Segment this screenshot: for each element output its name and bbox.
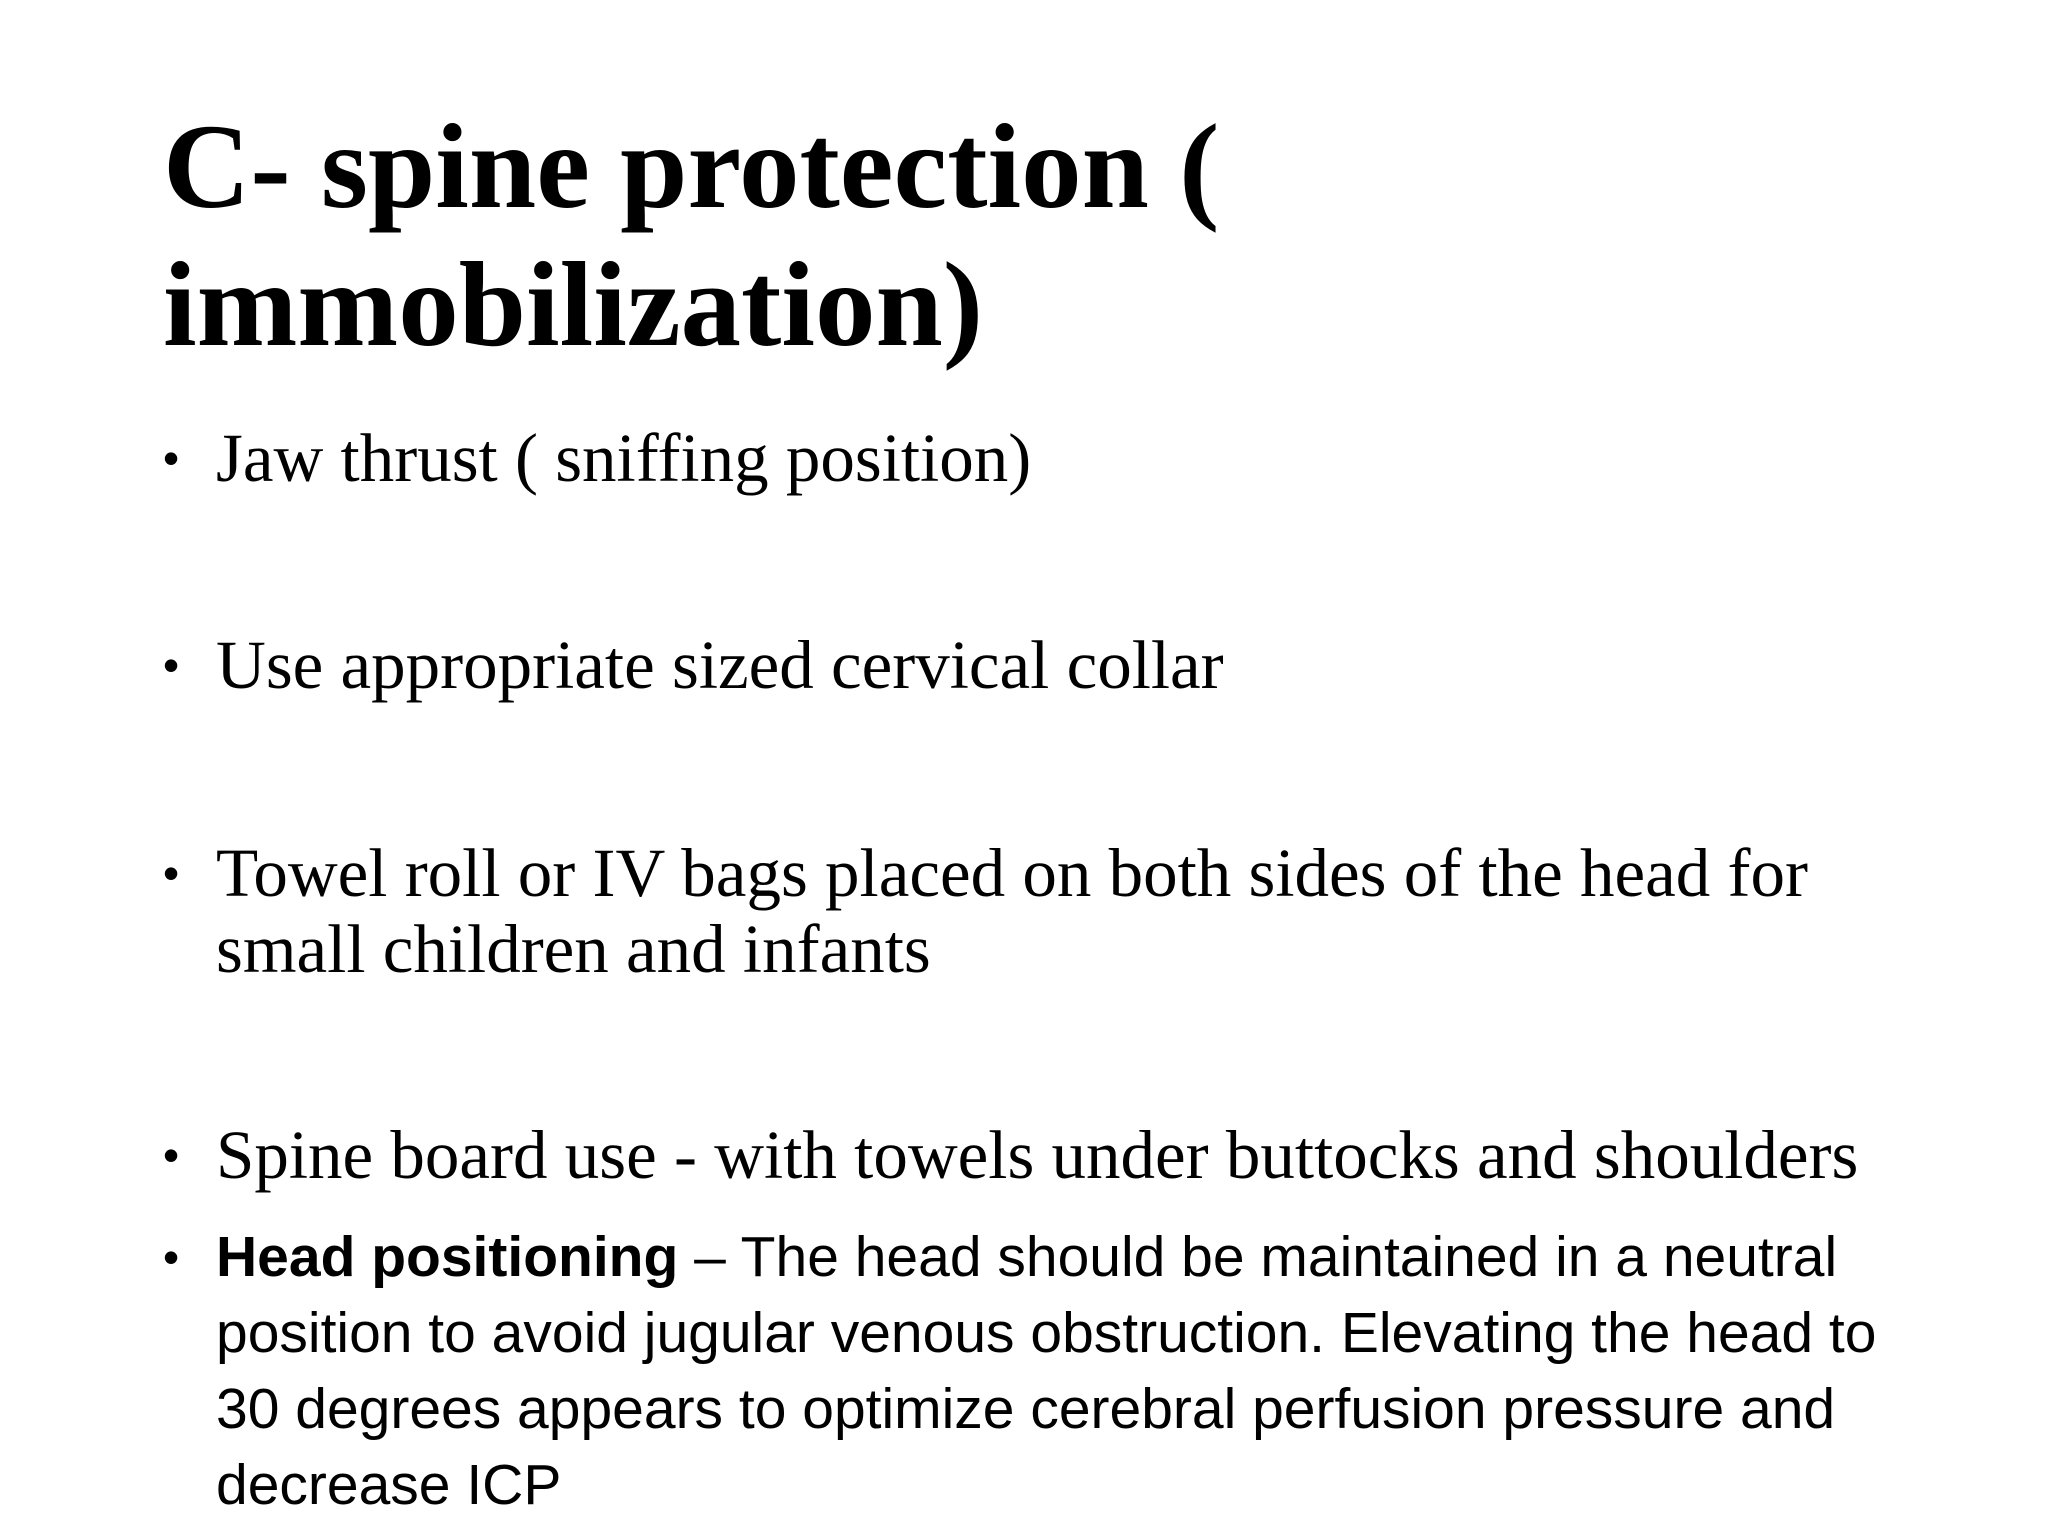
slide-title: C- spine protection ( immobilization) [163, 100, 1220, 372]
bullet-text [216, 1219, 1923, 1523]
bullet-description: – The head should be maintained in a neutral position to avoid jugular venous obstruction. Elevating the head to 30 degrees appears to optimize cerebral perfusion pressure and decrease ICP [216, 1225, 1877, 1517]
bullet-text: Towel roll or IV bags placed on both sides of the head for small children and infants [216, 835, 1808, 987]
bullet-icon: • [163, 432, 180, 484]
bullet-icon: • [163, 1129, 180, 1181]
bullet-item [163, 1219, 1923, 1523]
bullet-item [163, 835, 1923, 987]
bullet-item [163, 1117, 1923, 1193]
bullet-icon: • [163, 639, 180, 691]
bullet-bold-label: Head positioning [216, 1225, 679, 1289]
bullet-item [163, 420, 1923, 496]
bullet-text: Jaw thrust ( sniffing position) [216, 420, 1032, 496]
bullet-text: Spine board use - with towels under buttocks and shoulders [216, 1117, 1859, 1193]
bullet-item [163, 627, 1923, 703]
bullet-icon: • [163, 1231, 180, 1283]
bullet-icon: • [163, 847, 180, 899]
bullet-text: Use appropriate sized cervical collar [216, 627, 1224, 703]
